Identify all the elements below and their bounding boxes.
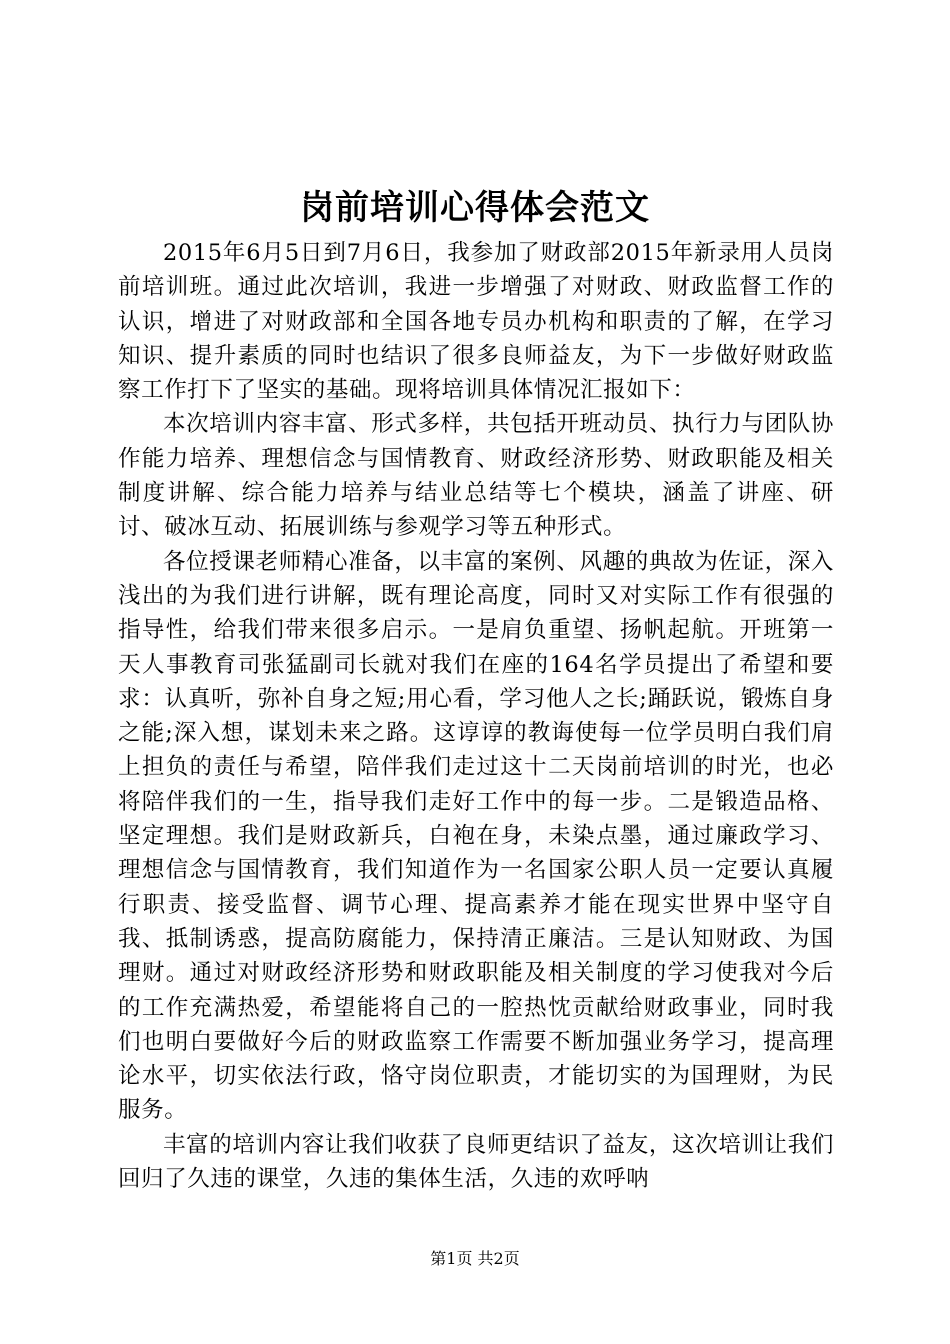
document-title: 岗前培训心得体会范文 [300,188,650,228]
paragraph-1: 2015年6月5日到7月6日，我参加了财政部2015年新录用人员岗前培训班。通过此次培训，我进一步增强了对财政、财政监督工作的认识，增进了对财政部和全国各地专员办机构和职责的了解，在学习知识、提升素质的同时也结识了很多良师益友，为下一步做好财政监察工作打下了坚实的基础。现将培训具体情况汇报如下： [118,240,834,404]
paragraph-3: 各位授课老师精心准备，以丰富的案例、风趣的典故为佐证，深入浅出的为我们进行讲解，既有理论高度，同时又对实际工作有很强的指导性，给我们带来很多启示。一是肩负重望、扬帆起航。开班第一天人事教育司张猛副司长就对我们在座的164名学员提出了希望和要求：认真听，弥补自身之短;用心看，学习他人之长;踊跃说，锻炼自身之能;深入想，谋划未来之路。这谆谆的教诲使每一位学员明白我们肩上担负的责任与希望，陪伴我们走过这十二天岗前培训的时光，也必将陪伴我们的一生，指导我们走好工作中的每一步。二是锻造品格、坚定理想。我们是财政新兵，白袍在身，未染点墨，通过廉政学习、理想信念与国情教育，我们知道作为一名国家公职人员一定要认真履行职责、接受监督、调节心理、提高素养才能在现实世界中坚守自我、抵制诱惑，提高防腐能力，保持清正廉洁。三是认知财政、为国理财。通过对财政经济形势和财政职能及相关制度的学习使我对今后的工作充满热爱，希望能将自己的一腔热忱贡献给财政事业，同时我们也明白要做好今后的财政监察工作需要不断加强业务学习，提高理论水平，切实依法行政，恪守岗位职责，才能切实的为国理财，为民服务。 [118,548,834,1124]
paragraph-2: 本次培训内容丰富、形式多样，共包括开班动员、执行力与团队协作能力培养、理想信念与国情教育、财政经济形势、财政职能及相关制度讲解、综合能力培养与结业总结等七个模块，涵盖了讲座、研讨、破冰互动、拓展训练与参观学习等五种形式。 [118,411,834,541]
page-footer: 第1页 共2页 [430,1249,520,1268]
document-body [118,236,834,1196]
paragraph-4: 丰富的培训内容让我们收获了良师更结识了益友，这次培训让我们回归了久违的课堂，久违的集体生活，久违的欢呼呐 [118,1131,834,1193]
